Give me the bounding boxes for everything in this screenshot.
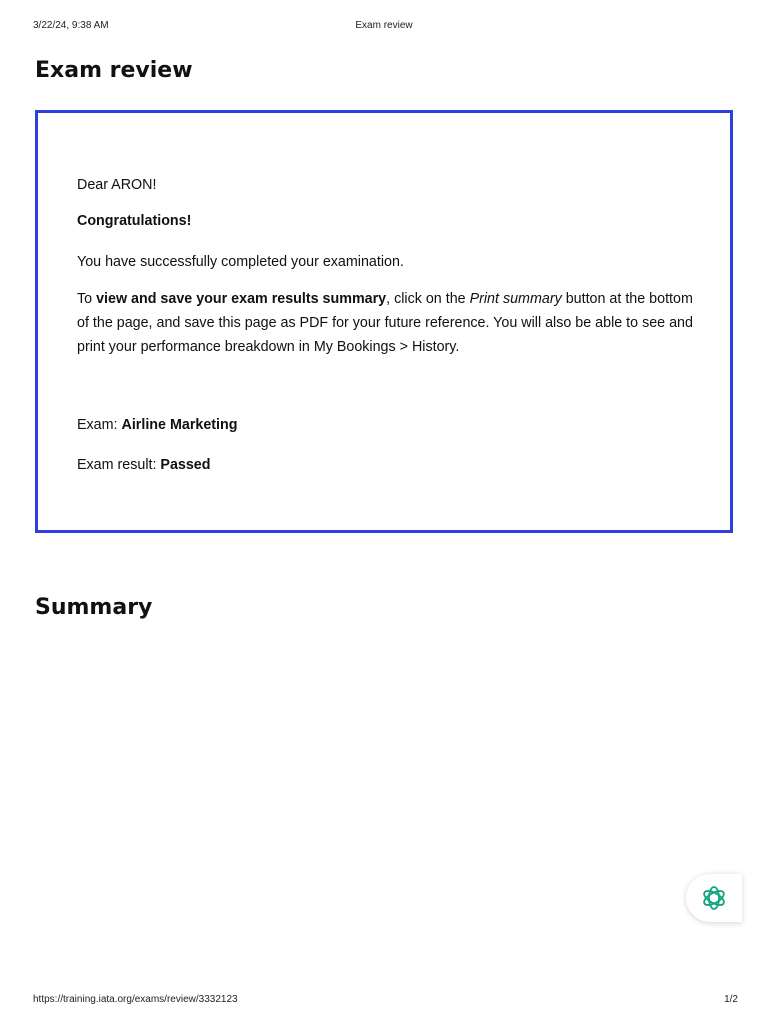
print-date: 3/22/24, 9:38 AM (33, 20, 109, 31)
exam-result-card (35, 110, 733, 533)
result-label: Exam result: (77, 457, 161, 473)
page-number: 1/2 (724, 994, 738, 1005)
page-title: Exam review (35, 58, 193, 83)
summary-title: Summary (35, 595, 153, 620)
result-value: Passed (160, 457, 211, 473)
print-header (0, 20, 768, 34)
instructions-part3: , click on the (386, 291, 470, 307)
print-summary-reference: Print summary (469, 291, 562, 307)
instructions-text (77, 287, 697, 359)
print-title: Exam review (355, 20, 413, 31)
assistant-flower-icon (698, 882, 730, 914)
exam-result-line (77, 453, 697, 477)
instructions-emphasis: view and save your exam results summary (96, 291, 387, 307)
assistant-button[interactable] (686, 874, 742, 922)
instructions-part5: button at the bottom of the page, and save this page as PDF for your future reference. You will also be able to see and print your performance breakdown in My Bookings > History. (77, 291, 693, 355)
print-url: https://training.iata.org/exams/review/3332123 (33, 994, 238, 1005)
instructions-part1: To (77, 291, 97, 307)
greeting-text: Dear ARON! (77, 177, 157, 193)
congratulations-text: Congratulations! (77, 213, 192, 229)
exam-label: Exam: (77, 417, 122, 433)
exam-name: Airline Marketing (121, 417, 238, 433)
print-footer (0, 994, 768, 1008)
exam-name-line (77, 413, 697, 437)
completion-text: You have successfully completed your examination. (77, 254, 404, 270)
